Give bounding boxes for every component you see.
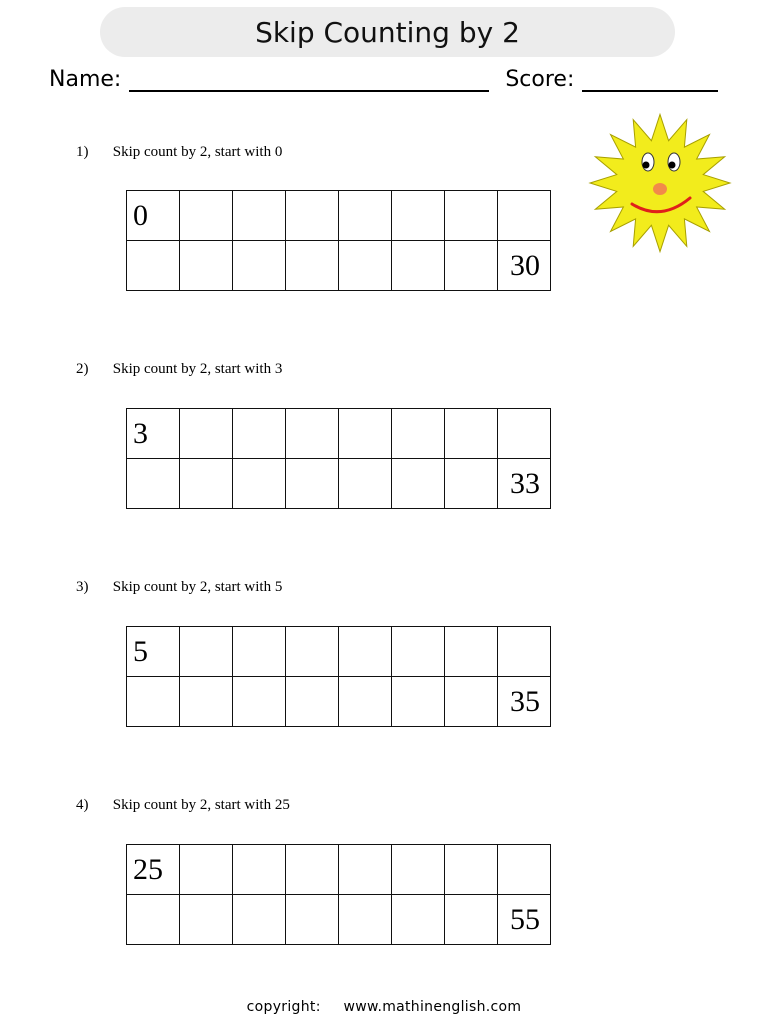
question-1-label: [76, 144, 282, 161]
grid-cell[interactable]: [392, 895, 445, 945]
grid-cell[interactable]: [286, 845, 339, 895]
sun-right-eye: [668, 153, 680, 171]
grid-cell[interactable]: [233, 627, 286, 677]
grid-cell[interactable]: [180, 627, 233, 677]
grid-cell[interactable]: [286, 409, 339, 459]
website-link[interactable]: www.mathinenglish.com: [343, 999, 522, 1015]
grid-cell[interactable]: [339, 241, 392, 291]
question-1-grid: [126, 190, 551, 291]
grid-cell-start: 5: [127, 627, 180, 677]
question-2-grid: [126, 408, 551, 509]
grid-cell[interactable]: [233, 677, 286, 727]
score-blank[interactable]: [582, 66, 718, 92]
grid-cell[interactable]: [233, 409, 286, 459]
grid-cell[interactable]: [233, 241, 286, 291]
grid-cell[interactable]: [127, 459, 180, 509]
grid-cell[interactable]: [180, 459, 233, 509]
grid-cell-end: 35: [498, 677, 551, 727]
grid-cell[interactable]: [180, 191, 233, 241]
footer: [0, 999, 768, 1015]
question-4-grid: [126, 844, 551, 945]
grid-cell[interactable]: [233, 845, 286, 895]
grid-cell[interactable]: [233, 191, 286, 241]
copyright-label: copyright:: [246, 999, 321, 1015]
question-text: Skip count by 2, start with 5: [112, 579, 283, 595]
sun-left-pupil: [643, 162, 650, 169]
grid-cell[interactable]: [498, 191, 551, 241]
question-number: 1): [76, 144, 89, 160]
grid-cell-start: 25: [127, 845, 180, 895]
grid-cell[interactable]: [339, 845, 392, 895]
grid-cell[interactable]: [392, 409, 445, 459]
grid-cell[interactable]: [339, 191, 392, 241]
question-3-grid: [126, 626, 551, 727]
grid-cell[interactable]: [498, 627, 551, 677]
grid-cell[interactable]: [392, 459, 445, 509]
grid-cell-start: 0: [127, 191, 180, 241]
grid-cell[interactable]: [498, 845, 551, 895]
grid-cell[interactable]: [445, 895, 498, 945]
title-banner: [100, 7, 675, 57]
grid-cell[interactable]: [392, 845, 445, 895]
grid-cell[interactable]: [180, 409, 233, 459]
grid-cell[interactable]: [392, 191, 445, 241]
grid-cell[interactable]: [498, 409, 551, 459]
grid-cell[interactable]: [180, 677, 233, 727]
grid-cell[interactable]: [392, 677, 445, 727]
question-number: 3): [76, 579, 89, 595]
question-text: Skip count by 2, start with 3: [112, 361, 283, 377]
grid-cell-start: 3: [127, 409, 180, 459]
grid-cell[interactable]: [180, 241, 233, 291]
grid-cell[interactable]: [127, 895, 180, 945]
grid-cell-end: 30: [498, 241, 551, 291]
grid-cell[interactable]: [445, 191, 498, 241]
grid-cell[interactable]: [339, 459, 392, 509]
name-label: Name:: [49, 67, 122, 92]
question-2-label: [76, 361, 282, 378]
grid-cell[interactable]: [339, 895, 392, 945]
question-4-label: [76, 797, 290, 814]
question-number: 4): [76, 797, 89, 813]
grid-cell[interactable]: [286, 677, 339, 727]
grid-cell[interactable]: [445, 459, 498, 509]
grid-cell[interactable]: [286, 191, 339, 241]
grid-cell[interactable]: [392, 627, 445, 677]
grid-cell[interactable]: [392, 241, 445, 291]
grid-cell[interactable]: [445, 627, 498, 677]
grid-cell[interactable]: [233, 459, 286, 509]
name-blank[interactable]: [129, 66, 489, 92]
page-title: Skip Counting by 2: [255, 15, 520, 49]
grid-cell[interactable]: [233, 895, 286, 945]
grid-cell[interactable]: [339, 409, 392, 459]
grid-cell[interactable]: [180, 845, 233, 895]
question-text: Skip count by 2, start with 0: [112, 144, 283, 160]
name-score-line: [49, 66, 718, 92]
grid-cell-end: 55: [498, 895, 551, 945]
grid-cell[interactable]: [286, 459, 339, 509]
sun-left-eye: [642, 153, 654, 171]
question-text: Skip count by 2, start with 25: [112, 797, 290, 813]
grid-cell[interactable]: [180, 895, 233, 945]
question-number: 2): [76, 361, 89, 377]
grid-cell[interactable]: [445, 241, 498, 291]
grid-cell[interactable]: [445, 845, 498, 895]
grid-cell[interactable]: [286, 627, 339, 677]
grid-cell[interactable]: [286, 895, 339, 945]
question-3-label: [76, 579, 282, 596]
grid-cell[interactable]: [127, 241, 180, 291]
grid-cell[interactable]: [286, 241, 339, 291]
score-label: Score:: [505, 67, 575, 92]
grid-cell[interactable]: [127, 677, 180, 727]
grid-cell[interactable]: [339, 627, 392, 677]
grid-cell[interactable]: [445, 409, 498, 459]
grid-cell[interactable]: [339, 677, 392, 727]
smiling-sun-icon: [582, 112, 738, 254]
grid-cell[interactable]: [445, 677, 498, 727]
sun-nose: [653, 183, 667, 195]
sun-right-pupil: [669, 162, 676, 169]
grid-cell-end: 33: [498, 459, 551, 509]
